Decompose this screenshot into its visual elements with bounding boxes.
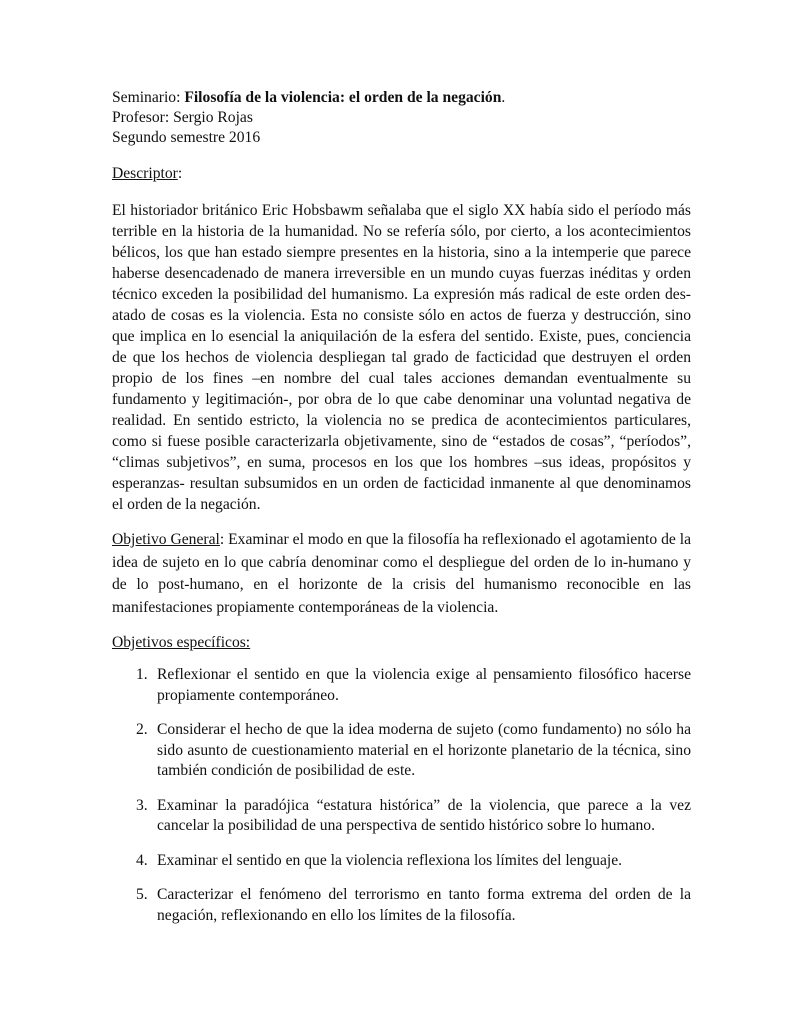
objetivo-general-label: Objetivo General [112, 531, 220, 548]
seminar-line [112, 88, 691, 108]
seminar-title: Filosofía de la violencia: el orden de la negación [184, 89, 502, 106]
professor-line: Profesor: Sergio Rojas [112, 109, 253, 126]
objetivos-especificos-heading-text: Objetivos específicos: [112, 634, 251, 651]
list-item-number: 5. [136, 886, 148, 903]
objetivo-general-text: : Examinar el modo en que la filosofía ha reflexionado el agotamiento de la idea de sujeto en lo que cabría denominar como el despliegue del orden de lo in-humano y de lo post-humano, en el horizonte de la crisis del humanismo reconocible en las manifestaciones propiamente contemporáneas de la violencia. [112, 531, 691, 616]
list-item [112, 851, 691, 872]
descriptor-heading-text: Descriptor [112, 165, 178, 182]
list-item-number: 2. [136, 721, 148, 738]
descriptor-heading [112, 164, 691, 184]
list-item-text: Caracterizar el fenómeno del terrorismo en tanto forma extrema del orden de la negación, reflexionando en ello los límites de la filosofía. [157, 886, 691, 924]
list-item-text: Considerar el hecho de que la idea moderna de sujeto (como fundamento) no sólo ha sido asunto de cuestionamiento material en el horizonte planetario de la técnica, sino también condición de posibilidad de este. [157, 721, 691, 779]
list-item-number: 1. [136, 666, 148, 683]
document-page [112, 88, 691, 940]
list-item-text: Examinar el sentido en que la violencia reflexiona los límites del lenguaje. [157, 851, 623, 869]
list-item [112, 665, 691, 706]
list-item-number: 4. [136, 851, 148, 869]
seminar-end: . [501, 89, 506, 106]
objetivo-general-paragraph [112, 529, 691, 619]
semester-line: Segundo semestre 2016 [112, 129, 261, 146]
seminar-label: Seminario: [112, 89, 185, 106]
objetivos-especificos-heading [112, 633, 691, 653]
list-item [112, 720, 691, 782]
list-item-text: Examinar la paradójica “estatura histórica” de la violencia, que parece a la vez cancelar la posibilidad de una perspectiva de sentido histórico sobre lo humano. [157, 796, 691, 834]
descriptor-paragraph: El historiador británico Eric Hobsbawm señalaba que el siglo XX había sido el período más terrible en la historia de la humanidad. No se refería sólo, por cierto, a los acontecimientos bélicos, los que han estado siempre presentes en la historia, sino a la intemperie que parece haberse desencadenado de manera irreversible en un mundo cuyas fuerzas inéditas y orden técnico exceden la posibilidad del humanismo. La expresión más radical de este orden desatado de cosas es la violencia. Esta no consiste sólo en actos de fuerza y destrucción, sino que implica en lo esencial la aniquilación de la esfera del sentido. Existe, pues, conciencia de que los hechos de violencia despliegan tal grado de facticidad que destruyen el orden propio de los fines –en nombre del cual tales acciones demandan eventualmente su fundamento y legitimación-, por obra de lo que cabe denominar una voluntad negativa de realidad. En sentido estricto, la violencia no se predica de acontecimientos particulares, como si fuese posible caracterizarla objetivamente, sino de “estados de cosas”, “períodos”, “climas subjetivos”, en suma, procesos en los que los hombres –sus ideas, propósitos y esperanzas- resultan subsumidos en un orden de facticidad inmanente al que denominamos el orden de la negación. [112, 202, 691, 513]
objectives-list [112, 665, 691, 926]
list-item [112, 885, 691, 926]
list-item [112, 796, 691, 837]
list-item-number: 3. [136, 796, 148, 814]
descriptor-heading-colon: : [177, 165, 183, 182]
list-item-text: Reflexionar el sentido en que la violencia exige al pensamiento filosófico hacerse propiamente contemporáneo. [157, 666, 691, 704]
